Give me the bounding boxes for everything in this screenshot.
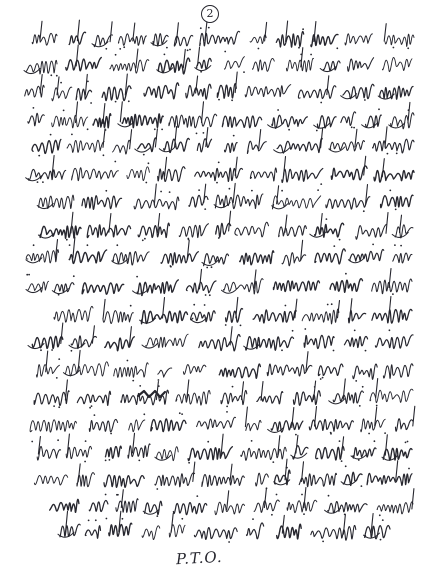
page-number: 2	[201, 5, 219, 23]
handwritten-line	[26, 269, 412, 297]
handwritten-line	[32, 127, 414, 157]
handwritten-line	[38, 211, 413, 241]
handwritten-line	[37, 350, 414, 381]
handwritten-line	[25, 72, 413, 104]
handwritten-line	[26, 156, 414, 186]
handwritten-line	[24, 45, 412, 77]
handwritten-line	[32, 20, 414, 51]
handwritten-line	[30, 406, 415, 435]
handwritten-line	[28, 102, 414, 132]
handwritten-line	[31, 433, 412, 463]
handwritten-line	[58, 511, 390, 543]
handwritten-line	[37, 183, 413, 212]
pto-note: P.T.O.	[175, 547, 224, 569]
handwritten-line	[34, 459, 412, 490]
handwritten-line	[34, 379, 413, 409]
handwritten-line	[26, 237, 412, 268]
handwritten-line	[54, 297, 412, 327]
handwritten-line	[50, 488, 414, 517]
handwritten-line	[28, 323, 413, 352]
